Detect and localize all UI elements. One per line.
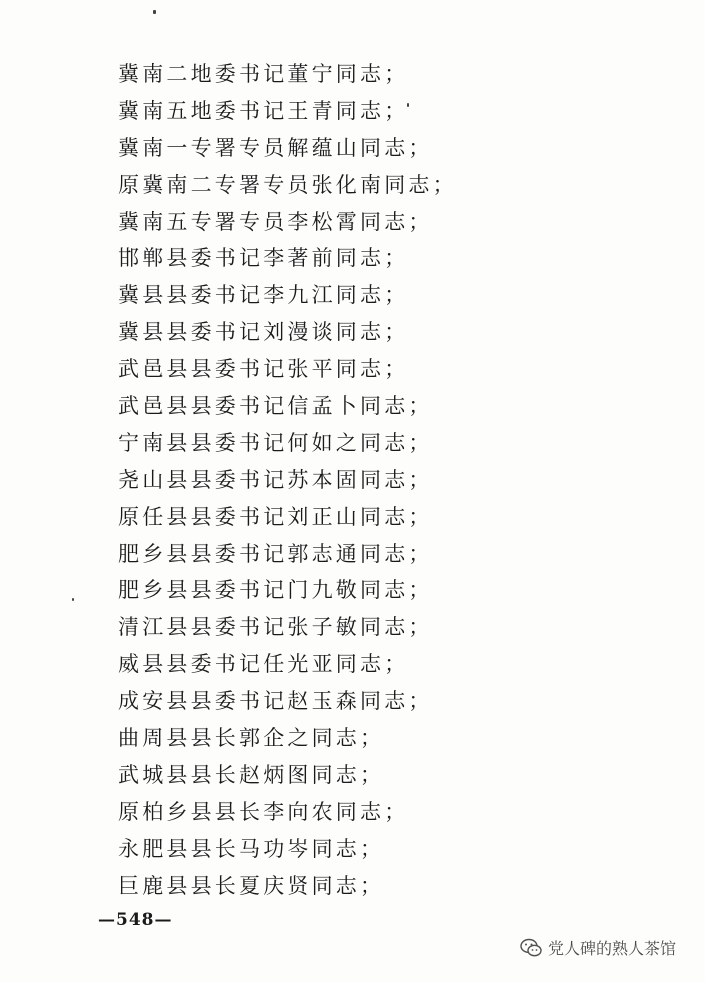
text-line: 威县县委书记任光亚同志； <box>118 652 409 677</box>
text-line: 冀南五地委书记王青同志； <box>118 98 409 123</box>
text-lines <box>118 56 457 904</box>
text-line: 原任县县委书记刘正山同志； <box>118 504 433 529</box>
scan-speck <box>72 598 74 601</box>
text-line: 武城县县长赵炳图同志； <box>118 762 385 787</box>
text-line: 清江县县委书记张子敏同志； <box>118 615 433 640</box>
text-line: 邯郸县委书记李著前同志； <box>118 246 409 271</box>
text-line: 尧山县县委书记苏本固同志； <box>118 467 433 492</box>
wechat-icon <box>520 938 542 958</box>
text-line: 宁南县县委书记何如之同志； <box>118 430 433 455</box>
text-line: 原冀南二专署专员张化南同志； <box>118 172 457 197</box>
text-line: 冀县县委书记刘漫谈同志； <box>118 320 409 345</box>
text-line: 肥乡县县委书记门九敬同志； <box>118 578 433 603</box>
text-line: 原柏乡县县长李向农同志； <box>118 799 409 824</box>
text-line: 永肥县县长马功岑同志； <box>118 836 385 861</box>
text-line: 巨鹿县县长夏庆贤同志； <box>118 873 385 898</box>
watermark <box>520 936 676 959</box>
text-line: 冀南一专署专员解蕴山同志； <box>118 135 433 160</box>
watermark-text: 党人碑的熟人茶馆 <box>548 939 677 958</box>
page-number: —548— <box>98 910 173 930</box>
text-line: 冀南五专署专员李松霄同志； <box>118 209 433 234</box>
text-line: 武邑县县委书记信孟卜同志； <box>118 394 433 419</box>
scan-speck <box>153 10 156 14</box>
text-line: 冀县县委书记李九江同志； <box>118 283 409 308</box>
text-line: 曲周县县长郭企之同志； <box>118 726 385 751</box>
text-line: 武邑县县委书记张平同志； <box>118 357 409 382</box>
text-line: 冀南二地委书记董宁同志； <box>118 62 409 86</box>
text-line: 肥乡县县委书记郭志通同志； <box>118 541 433 566</box>
text-line: 成安县县委书记赵玉森同志； <box>118 689 433 714</box>
